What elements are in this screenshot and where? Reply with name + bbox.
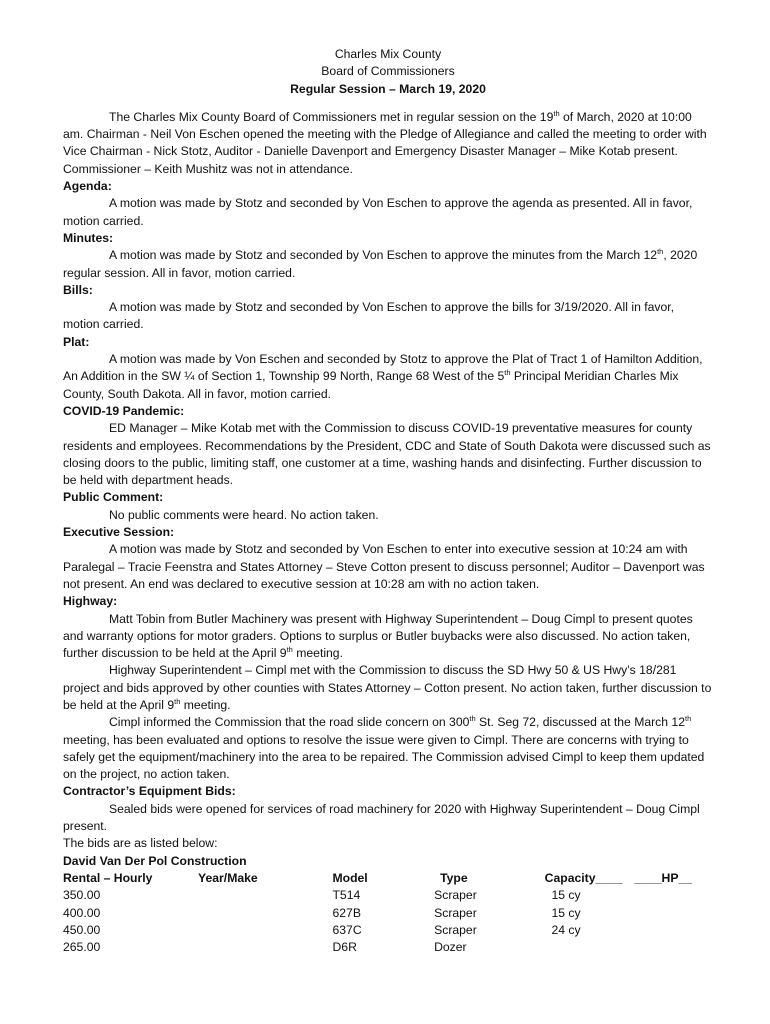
bids-header-row: [63, 870, 713, 887]
cell-capacity: 24 cy: [544, 922, 581, 937]
col-capacity: Capacity____: [544, 870, 623, 885]
board-name: Board of Commissioners: [321, 64, 455, 79]
agenda-heading: Agenda:: [63, 179, 112, 194]
public-comment-text: No public comments were heard. No action taken.: [109, 507, 379, 522]
covid-heading: COVID-19 Pandemic:: [63, 403, 185, 418]
minutes-text: A motion was made by Stotz and seconded by Von Eschen to approve the minutes from the March 12th, 2020 regular session. All in favor, motion carried.: [63, 247, 698, 280]
cell-rental: 350.00: [63, 888, 101, 903]
document-page: [63, 46, 713, 956]
contractor-text: Sealed bids were opened for services of road machinery for 2020 with Highway Superintendent – Doug Cimpl present.: [63, 801, 700, 834]
bills-heading: Bills:: [63, 282, 93, 297]
cell-model: 627B: [332, 905, 361, 920]
covid-text: ED Manager – Mike Kotab met with the Commission to discuss COVID-19 preventative measures for county residents and employees. Recommendations by the President, CDC and State of South Dakota were discussed such as closing doors to the public, limiting staff, one customer at a time, washing hands and disinfecting. Further discussion to be held with department heads.: [63, 421, 711, 488]
col-model: Model: [332, 870, 368, 885]
intro-paragraph: The Charles Mix County Board of Commissioners met in regular session on the 19th of March, 2020 at 10:00 am. Chairman - Neil Von Eschen opened the meeting with the Pledge of Allegiance and called the meeting to order with Vice Chairman - Nick Stotz, Auditor - Danielle Davenport and Emergency Disaster Manager – Mike Kotab present. Commissioner – Keith Mushitz was not in attendance.: [63, 108, 707, 176]
bills-text: A motion was made by Stotz and seconded by Von Eschen to approve the bills for 3/19/2020. All in favor, motion carried.: [63, 300, 675, 332]
cell-type: Scraper: [434, 922, 477, 937]
cell-rental: 450.00: [63, 922, 101, 937]
minutes-heading: Minutes:: [63, 230, 114, 245]
cell-capacity: [545, 939, 635, 956]
plat-text: A motion was made by Von Eschen and seconded by Stotz to approve the Plat of Tract 1 of Hamilton Addition, An Addition in the SW ¼ of Section 1, Township 99 North, Range 68 West of the 5th Principal Meridian Charles Mix County, South Dakota. All in favor, motion carried.: [63, 352, 703, 401]
table-row: [63, 905, 713, 922]
executive-text: A motion was made by Stotz and seconded by Von Eschen to enter into executive session at 10:24 am with Paralegal – Tracie Feenstra and States Attorney – Steve Cotton present to discuss personnel; Auditor – Davenport was not present. An end was declared to executive session at 10:28 am with no action taken.: [63, 542, 705, 591]
table-row: [63, 887, 713, 904]
cell-capacity: 15 cy: [544, 888, 581, 903]
cell-type: Scraper: [434, 888, 477, 903]
bids-listed-text: The bids are as listed below:: [63, 836, 218, 851]
col-type: Type: [440, 870, 468, 885]
highway-paragraph-2: Highway Superintendent – Cimpl met with the Commission to discuss the SD Hwy 50 & US Hwy’s 18/281 project and bids approved by other counties with States Attorney – Cotton present. No action taken, further discussion to be held at the April 9th meeting.: [63, 663, 712, 712]
cell-hp: [634, 939, 713, 956]
highway-paragraph-3: Cimpl informed the Commission that the road slide concern on 300th St. Seg 72, discussed at the March 12th meeting, has been evaluated and options to resolve the issue were given to Cimpl. There are concerns with trying to safely get the equipment/machinery into the area to be repaired. The Commission advised Cimpl to keep them updated on the project, no action taken.: [63, 714, 705, 782]
executive-heading: Executive Session:: [63, 525, 175, 540]
contractor-heading: Contractor’s Equipment Bids:: [63, 784, 236, 799]
cell-year-make: [198, 905, 332, 922]
session-title: Regular Session – March 19, 2020: [290, 81, 486, 96]
highway-paragraph-1: Matt Tobin from Butler Machinery was present with Highway Superintendent – Doug Cimpl to present quotes and warranty options for motor graders. Options to surplus or Butler buybacks were also discussed. No action taken, further discussion to be held at the April 9th meeting.: [63, 611, 693, 661]
cell-model: 637C: [332, 922, 362, 937]
county-name: Charles Mix County: [334, 47, 442, 61]
col-hp: ____HP__: [634, 870, 693, 885]
col-rental-hourly: Rental – Hourly: [63, 870, 153, 885]
cell-hp: [634, 905, 713, 922]
highway-heading: Highway:: [63, 594, 118, 609]
cell-model: T514: [332, 888, 361, 903]
bids-table: [63, 870, 713, 956]
public-comment-heading: Public Comment:: [63, 490, 164, 505]
cell-year-make: [198, 887, 332, 904]
table-row: [63, 939, 713, 956]
cell-hp: [634, 922, 713, 939]
cell-rental: 400.00: [63, 905, 101, 920]
cell-model: D6R: [332, 940, 357, 955]
table-row: [63, 922, 713, 939]
cell-year-make: [198, 922, 332, 939]
cell-year-make: [198, 939, 332, 956]
cell-hp: [634, 887, 713, 904]
cell-type: Dozer: [434, 940, 467, 955]
agenda-text: A motion was made by Stotz and seconded by Von Eschen to approve the agenda as presented. All in favor, motion carried.: [63, 196, 693, 228]
cell-type: Scraper: [434, 905, 477, 920]
cell-rental: 265.00: [63, 940, 101, 955]
bidder-company: David Van Der Pol Construction: [63, 853, 247, 868]
plat-heading: Plat:: [63, 334, 90, 349]
cell-capacity: 15 cy: [544, 905, 581, 920]
col-year-make: Year/Make: [198, 870, 258, 885]
document-header: [63, 46, 713, 98]
